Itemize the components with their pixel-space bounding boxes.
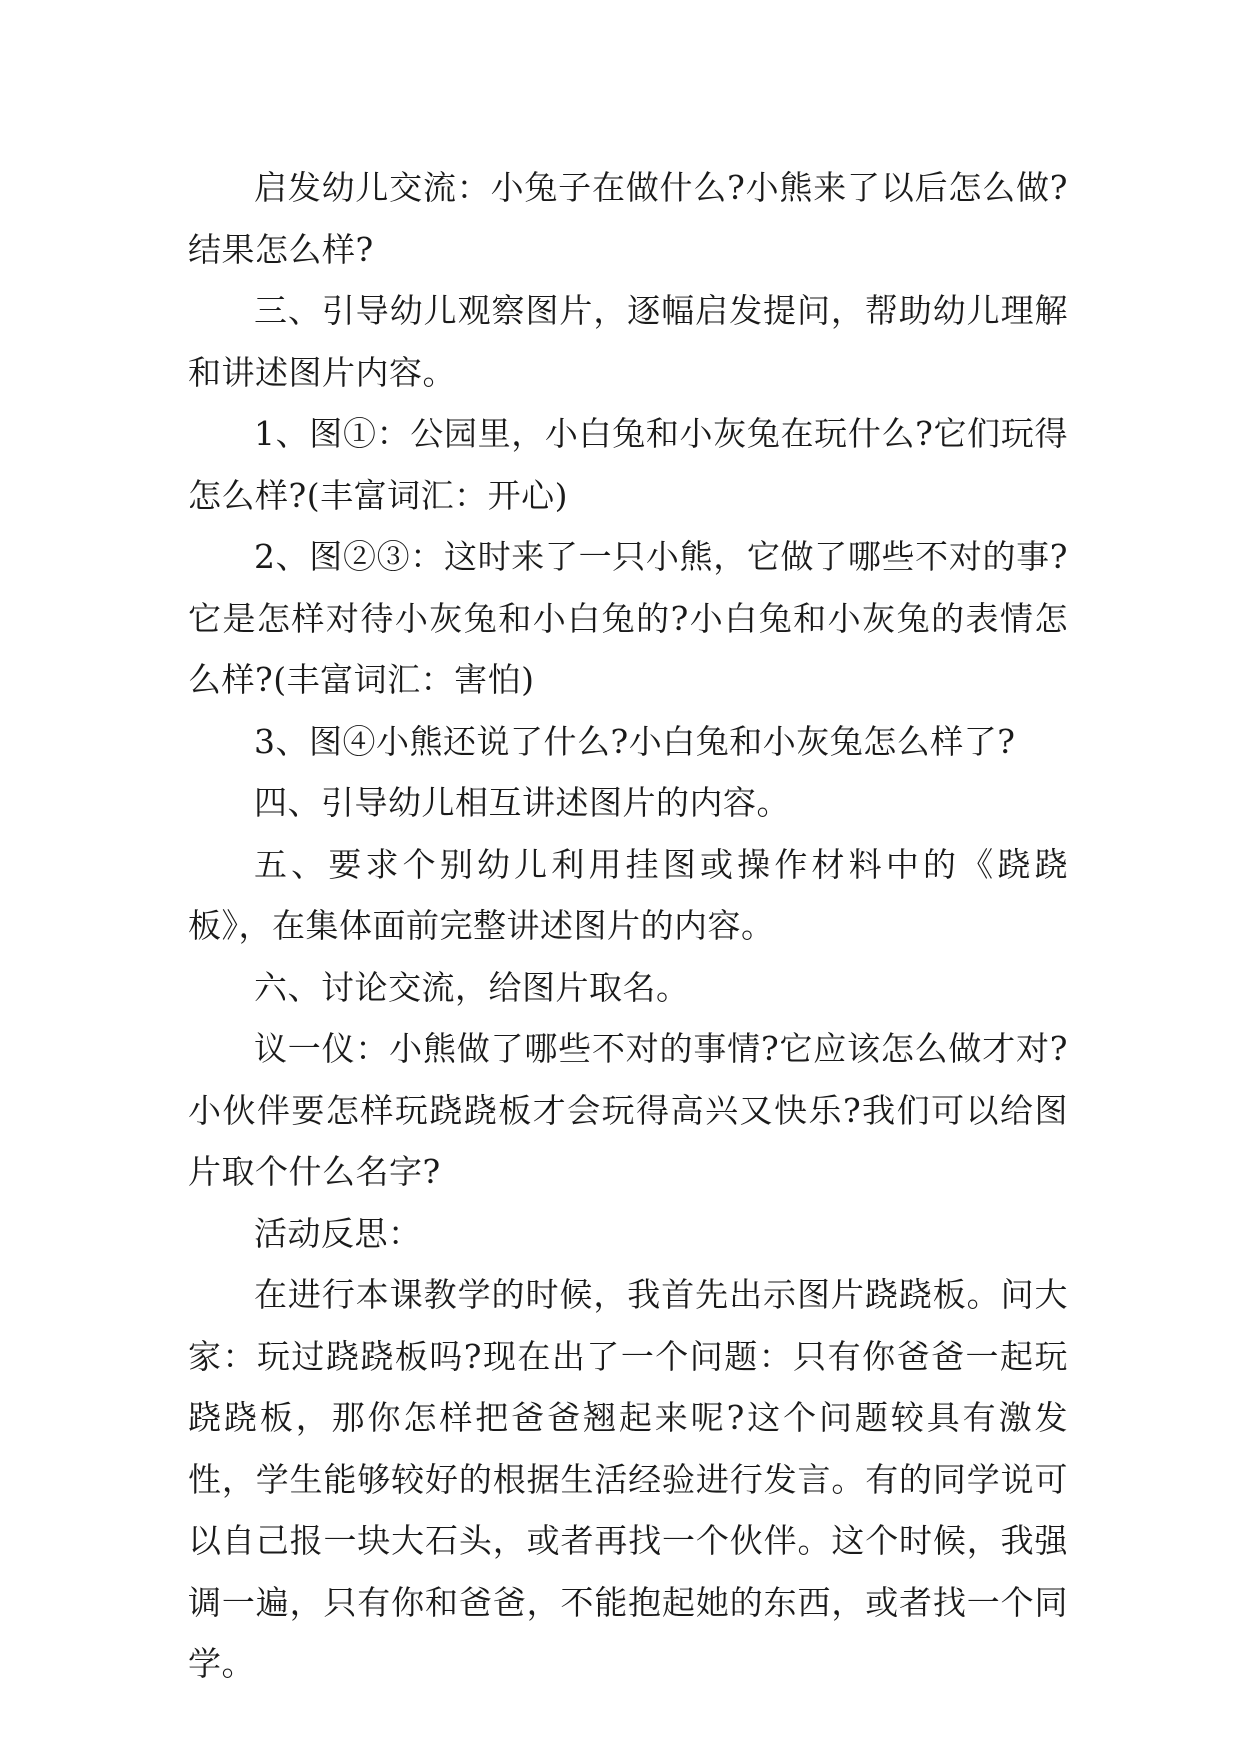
paragraph-discuss-questions: 议一仪：小熊做了哪些不对的事情?它应该怎么做才对?小伙伴要怎样玩跷跷板才会玩得高兴又快乐?我们可以给图片取个什么名字?	[188, 1029, 1068, 1191]
paragraph-reflection-heading: 活动反思：	[254, 1213, 422, 1253]
paragraph-step-three: 三、引导幼儿观察图片，逐幅启发提问，帮助幼儿理解和讲述图片内容。	[188, 291, 1068, 392]
paragraph-step-six: 六、讨论交流，给图片取名。	[254, 967, 690, 1007]
paragraph-step-five: 五、要求个别幼儿利用挂图或操作材料中的《跷跷板》，在集体面前完整讲述图片的内容。	[188, 844, 1068, 945]
paragraph-picture-one: 1、图①：公园里，小白兔和小灰兔在玩什么?它们玩得怎么样?(丰富词汇：开心)	[188, 414, 1068, 515]
document-body	[188, 157, 1068, 1695]
paragraph-picture-four: 3、图④小熊还说了什么?小白兔和小灰兔怎么样了?	[254, 721, 1016, 761]
paragraph-picture-two-three: 2、图②③：这时来了一只小熊，它做了哪些不对的事?它是怎样对待小灰兔和小白兔的?小白兔和小灰兔的表情怎么样?(丰富词汇：害怕)	[188, 537, 1068, 699]
paragraph-reflection-body: 在进行本课教学的时候，我首先出示图片跷跷板。问大家：玩过跷跷板吗?现在出了一个问题：只有你爸爸一起玩跷跷板，那你怎样把爸爸翘起来呢?这个问题较具有激发性，学生能够较好的根据生活经验进行发言。有的同学说可以自己报一块大石头，或者再找一个伙伴。这个时候，我强调一遍，只有你和爸爸，不能抱起她的东西，或者找一个同学。	[188, 1275, 1068, 1683]
paragraph-step-four: 四、引导幼儿相互讲述图片的内容。	[254, 783, 790, 822]
paragraph-discussion-prompt: 启发幼儿交流：小兔子在做什么?小熊来了以后怎么做?结果怎么样?	[188, 168, 1068, 269]
